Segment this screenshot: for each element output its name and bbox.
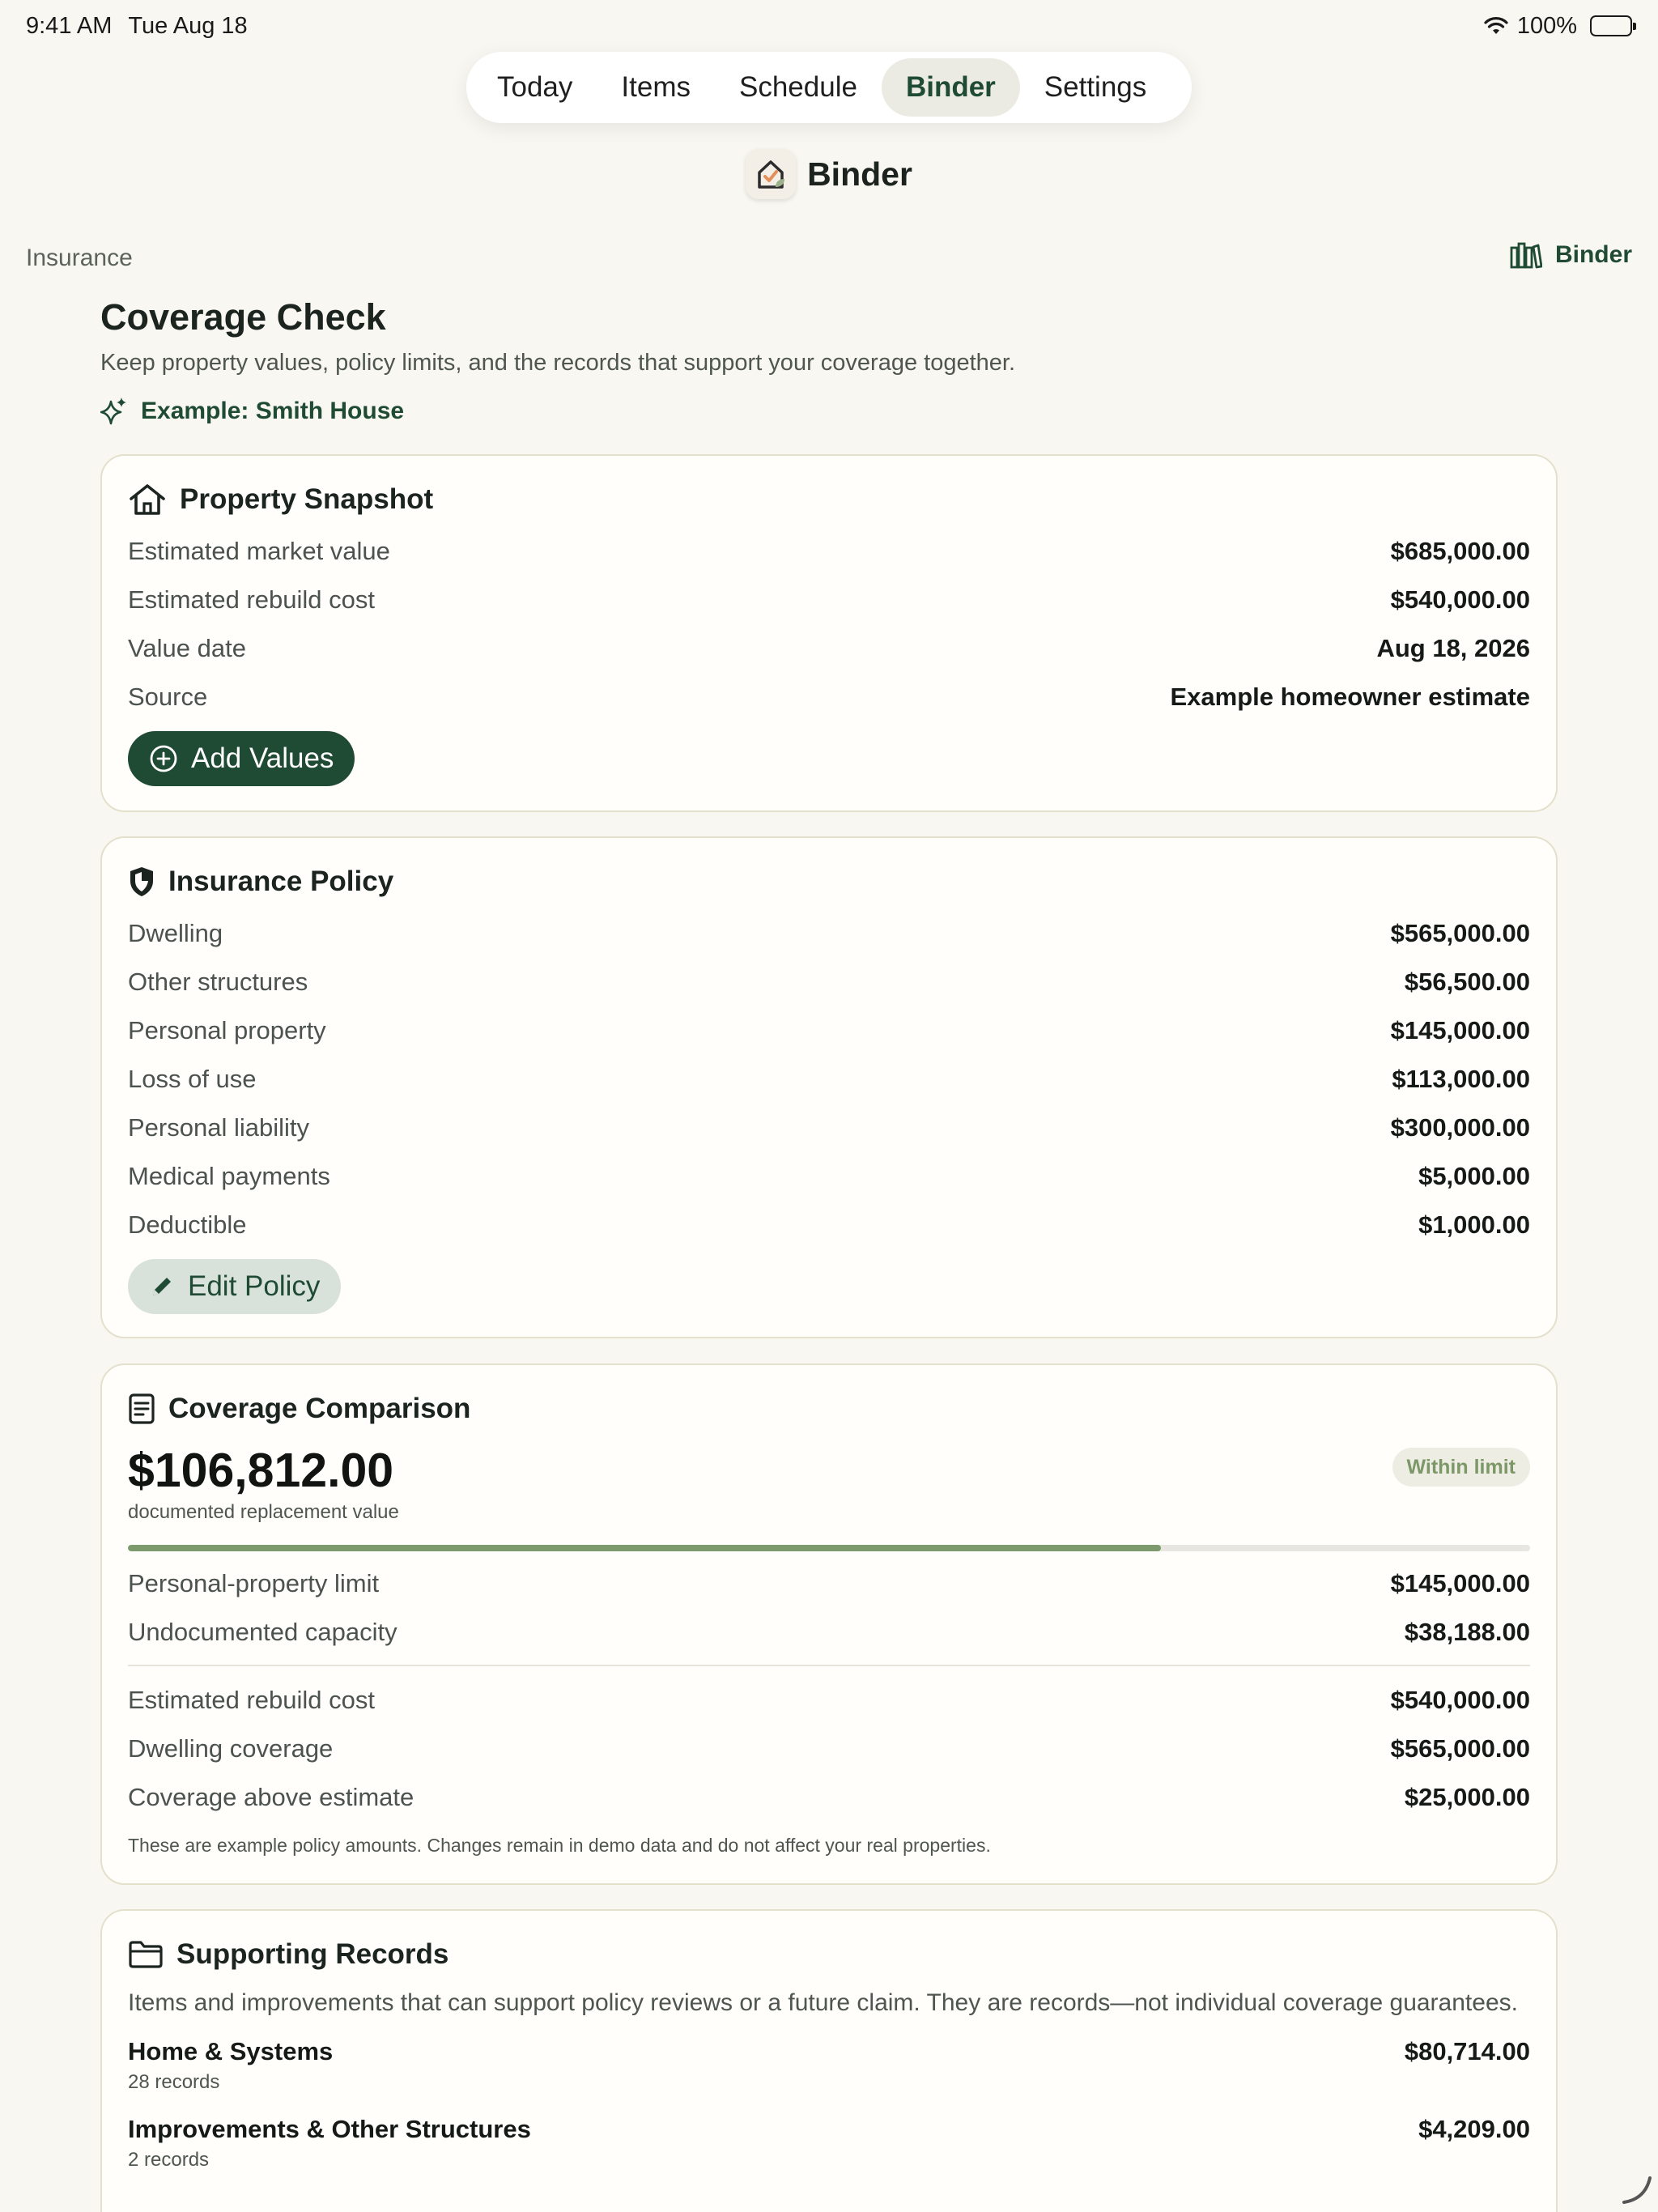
divider [128, 1665, 1530, 1666]
tab-schedule[interactable]: Schedule [738, 71, 857, 103]
demo-note: These are example policy amounts. Changes remain in demo data and do not affect your real properties. [128, 1835, 991, 1856]
documented-value-caption: documented replacement value [128, 1501, 399, 1523]
house-icon [128, 483, 167, 516]
record-group-name: Home & Systems [128, 2037, 334, 2065]
detail-row [128, 576, 1530, 624]
battery-percent: 100% [1516, 12, 1577, 39]
row-value: $540,000.00 [1390, 1686, 1530, 1714]
record-group-row[interactable] [128, 2037, 1530, 2094]
progress-fill [128, 1545, 1161, 1551]
insurance-policy-card [100, 836, 1558, 1338]
folder-icon [128, 1940, 164, 1969]
status-badge: Within limit [1392, 1448, 1530, 1487]
detail-row [128, 1055, 1530, 1104]
sparkles-icon [100, 397, 128, 426]
breadcrumb-insurance[interactable]: Insurance [26, 245, 133, 271]
coverage-progress-bar [128, 1545, 1530, 1551]
row-label: Source [128, 683, 208, 711]
detail-row [128, 527, 1530, 576]
row-label: Coverage above estimate [128, 1783, 414, 1811]
tab-today[interactable]: Today [497, 71, 573, 103]
status-time: 9:41 AM [26, 12, 113, 39]
resize-corner-icon [1621, 2173, 1653, 2206]
row-label: Personal liability [128, 1113, 309, 1142]
document-icon [128, 1393, 155, 1425]
record-group-amount: $80,714.00 [1404, 2037, 1530, 2065]
binder-button[interactable] [1510, 241, 1632, 269]
row-label: Loss of use [128, 1065, 257, 1093]
row-value: $56,500.00 [1404, 968, 1530, 996]
row-value: $565,000.00 [1390, 1734, 1530, 1763]
documented-value-amount: $106,812.00 [128, 1444, 394, 1497]
page-subtitle: Keep property values, policy limits, and the records that support your coverage together. [100, 350, 1016, 376]
row-value: $25,000.00 [1404, 1783, 1530, 1811]
row-value: $540,000.00 [1390, 585, 1530, 614]
row-value: $5,000.00 [1418, 1162, 1530, 1190]
row-label: Personal-property limit [128, 1569, 380, 1597]
row-value: Aug 18, 2026 [1376, 634, 1530, 662]
detail-row [128, 673, 1530, 721]
tab-settings[interactable]: Settings [1044, 71, 1147, 103]
status-bar [26, 11, 1632, 40]
card-title: Property Snapshot [180, 483, 434, 515]
edit-policy-button[interactable] [128, 1259, 341, 1314]
row-label: Deductible [128, 1210, 247, 1239]
detail-row [128, 1152, 1530, 1201]
detail-row [128, 909, 1530, 958]
property-snapshot-card [100, 454, 1558, 812]
detail-row [128, 1676, 1530, 1725]
card-title: Supporting Records [176, 1938, 449, 1970]
detail-row [128, 1201, 1530, 1249]
records-description: Items and improvements that can support policy reviews or a future claim. They are records—not individual coverage guarantees. [128, 1989, 1518, 2016]
card-header [128, 1391, 1530, 1427]
row-value: $113,000.00 [1392, 1065, 1530, 1093]
app-title-text: Binder [807, 155, 912, 193]
coverage-comparison-card [100, 1363, 1558, 1885]
tab-bar [466, 52, 1192, 123]
record-group-count: 2 records [128, 2149, 210, 2171]
detail-row [128, 958, 1530, 1006]
wifi-icon [1483, 16, 1509, 36]
detail-row [128, 1559, 1530, 1608]
example-tag [100, 397, 404, 426]
row-label: Dwelling [128, 919, 223, 947]
binder-button-label: Binder [1554, 241, 1632, 268]
record-group-name: Improvements & Other Structures [128, 2115, 531, 2143]
row-label: Other structures [128, 968, 308, 996]
tab-binder[interactable]: Binder [882, 58, 1020, 117]
card-title: Coverage Comparison [168, 1393, 471, 1424]
supporting-records-card [100, 1909, 1558, 2212]
card-header [128, 864, 1530, 900]
plus-circle-icon [149, 744, 178, 773]
row-value: $685,000.00 [1390, 537, 1530, 565]
card-header [128, 1937, 1530, 1972]
row-label: Dwelling coverage [128, 1734, 334, 1763]
detail-row [128, 1104, 1530, 1152]
card-header [128, 482, 1530, 517]
books-icon [1510, 241, 1542, 269]
row-label: Personal property [128, 1016, 326, 1044]
row-value: $145,000.00 [1390, 1016, 1530, 1044]
row-value: $38,188.00 [1404, 1618, 1530, 1646]
shield-icon [128, 866, 155, 898]
row-label: Undocumented capacity [128, 1618, 397, 1646]
pencil-icon [149, 1274, 175, 1300]
status-date: Tue Aug 18 [128, 12, 248, 39]
detail-row [128, 1773, 1530, 1822]
status-right [1483, 13, 1632, 40]
record-group-amount: $4,209.00 [1418, 2115, 1530, 2143]
example-label: Example: Smith House [141, 398, 405, 424]
record-group-row[interactable] [128, 2115, 1530, 2172]
card-title: Insurance Policy [168, 866, 394, 897]
tab-items[interactable]: Items [621, 71, 691, 103]
row-value: $1,000.00 [1418, 1210, 1530, 1239]
record-group-count: 28 records [128, 2071, 220, 2093]
house-check-app-icon [746, 149, 796, 199]
row-label: Estimated rebuild cost [128, 585, 375, 614]
row-label: Estimated rebuild cost [128, 1686, 375, 1714]
add-values-button[interactable] [128, 731, 355, 786]
row-label: Estimated market value [128, 537, 390, 565]
app-title [0, 149, 1658, 199]
page-title: Coverage Check [100, 296, 386, 338]
detail-row [128, 1006, 1530, 1055]
row-value: Example homeowner estimate [1170, 683, 1530, 711]
add-values-label: Add Values [191, 742, 334, 774]
row-value: $300,000.00 [1390, 1113, 1530, 1142]
detail-row [128, 1608, 1530, 1657]
row-value: $145,000.00 [1390, 1569, 1530, 1597]
row-label: Medical payments [128, 1162, 330, 1190]
row-value: $565,000.00 [1390, 919, 1530, 947]
edit-policy-label: Edit Policy [188, 1270, 321, 1302]
row-label: Value date [128, 634, 246, 662]
detail-row [128, 1725, 1530, 1773]
detail-row [128, 624, 1530, 673]
battery-icon [1590, 15, 1632, 36]
